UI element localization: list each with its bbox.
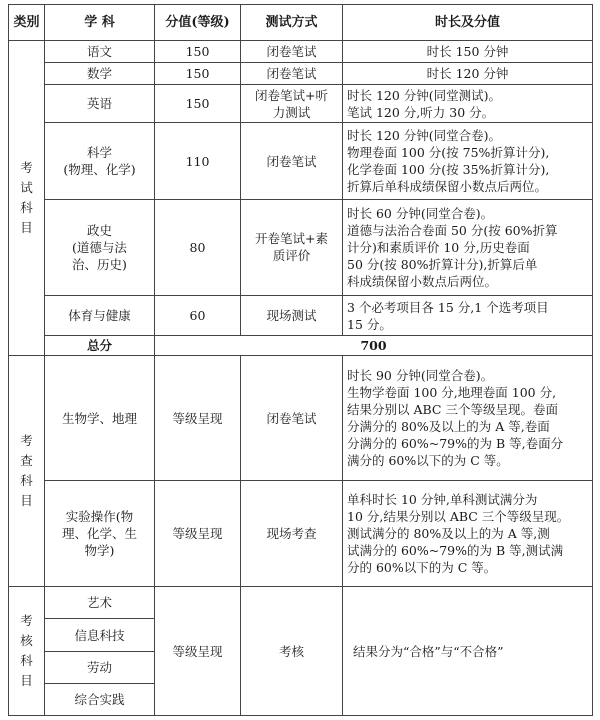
subject-line: 治、历史) [72, 256, 127, 272]
table-header-row [9, 5, 593, 41]
subject-cell [45, 480, 155, 586]
method-cell: 闭卷笔试 [241, 356, 343, 481]
duration-line: 物理卷面 100 分(按 75%折算计分), [347, 145, 550, 161]
subject-cell: 综合实践 [45, 683, 155, 715]
table-row [9, 85, 593, 123]
subject-line: (物理、化学) [63, 162, 136, 178]
method-cell: 闭卷笔试 [241, 123, 343, 199]
duration-line: 时长 120 分钟(同堂测试)。 [347, 87, 502, 103]
header-method: 测试方式 [241, 5, 343, 41]
duration-line: 测试满分的 80%及以上的为 A 等,测 [347, 526, 550, 542]
score-cell: 等级呈现 [155, 587, 241, 716]
category-assess [9, 587, 45, 716]
duration-line: 计分)和素质评价 10 分,历史卷面 [347, 239, 530, 255]
subject-cell: 语文 [45, 41, 155, 63]
duration-line: 时长 90 分钟(同堂合卷)。 [347, 368, 494, 384]
subject-line: 科学 [86, 145, 112, 161]
score-cell: 150 [155, 41, 241, 63]
category-check [9, 356, 45, 587]
table-row [9, 480, 593, 586]
score-cell: 150 [155, 63, 241, 85]
duration-line: 道德与法治合卷面 50 分(按 60%折算 [347, 222, 558, 238]
subject-line: 政史 [86, 222, 112, 238]
score-cell: 110 [155, 123, 241, 199]
duration-cell [343, 480, 593, 586]
table-row [9, 41, 593, 63]
method-line: 质评价 [272, 248, 311, 264]
duration-line: 10 分,结果分别以 ABC 三个等级呈现。 [347, 509, 570, 525]
duration-cell [343, 199, 593, 295]
method-cell [241, 199, 343, 295]
exam-subjects-table [8, 4, 593, 716]
duration-cell [343, 123, 593, 199]
duration-line: 时长 120 分钟(同堂合卷)。 [347, 128, 502, 144]
method-line: 开卷笔试+素 [255, 231, 328, 247]
category-exam-label: 考试科目 [20, 160, 33, 236]
duration-line: 3 个必考项目各 15 分,1 个选考项目 [347, 299, 549, 315]
category-assess-label: 考核科目 [20, 613, 33, 689]
method-cell [241, 85, 343, 123]
subject-cell: 艺术 [45, 587, 155, 619]
category-check-label: 考查科目 [20, 433, 33, 509]
duration-line: 笔试 120 分,听力 30 分。 [347, 104, 495, 120]
table-row [9, 199, 593, 295]
method-cell: 闭卷笔试 [241, 41, 343, 63]
duration-line: 50 分(按 80%折算计分),折算后单 [347, 256, 538, 272]
subject-cell: 信息科技 [45, 619, 155, 651]
method-line: 闭卷笔试+听 [255, 87, 328, 103]
duration-cell: 时长 150 分钟 [343, 41, 593, 63]
score-cell: 等级呈现 [155, 480, 241, 586]
duration-line: 时长 60 分钟(同堂合卷)。 [347, 205, 494, 221]
category-exam [9, 41, 45, 356]
subject-line: 理、化学、生 [61, 526, 137, 542]
duration-line: 分满分的 60%~79%的为 B 等,卷面分 [347, 436, 564, 452]
table-row [9, 356, 593, 481]
total-label: 总分 [45, 336, 155, 356]
total-row [9, 336, 593, 356]
duration-cell [343, 356, 593, 481]
subject-cell: 劳动 [45, 651, 155, 683]
method-cell: 闭卷笔试 [241, 63, 343, 85]
duration-line: 折算后单科成绩保留小数点后两位。 [347, 179, 548, 195]
total-value: 700 [155, 336, 593, 356]
subject-line: 实验操作(物 [65, 509, 134, 525]
score-cell: 150 [155, 85, 241, 123]
header-category: 类别 [9, 5, 45, 41]
subject-cell: 生物学、地理 [45, 356, 155, 481]
subject-cell [45, 123, 155, 199]
method-cell: 考核 [241, 587, 343, 716]
duration-cell [343, 296, 593, 336]
duration-line: 科成绩保留小数点后两位。 [347, 273, 498, 289]
duration-cell: 结果分为“合格”与“不合格” [343, 587, 593, 716]
subject-cell: 数学 [45, 63, 155, 85]
method-cell: 现场考查 [241, 480, 343, 586]
score-cell: 60 [155, 296, 241, 336]
table-row [9, 123, 593, 199]
header-score: 分值(等级) [155, 5, 241, 41]
method-line: 力测试 [272, 104, 311, 120]
duration-line: 试满分的 60%~79%的为 B 等,测试满 [347, 543, 564, 559]
duration-line: 分满分的 80%及以上的为 A 等,卷面 [347, 419, 550, 435]
header-duration: 时长及分值 [343, 5, 593, 41]
duration-line: 结果分别以 ABC 三个等级呈现。卷面 [347, 402, 558, 418]
duration-cell: 时长 120 分钟 [343, 63, 593, 85]
table-row [9, 63, 593, 85]
duration-line: 分的 60%以下的为 C 等。 [347, 560, 497, 576]
subject-cell: 英语 [45, 85, 155, 123]
subject-line: 物学) [84, 543, 115, 559]
subject-line: (道德与法 [72, 239, 127, 255]
duration-line: 15 分。 [347, 316, 392, 332]
table-row [9, 587, 593, 619]
table-row [9, 296, 593, 336]
score-cell: 等级呈现 [155, 356, 241, 481]
duration-cell [343, 85, 593, 123]
method-cell: 现场测试 [241, 296, 343, 336]
duration-line: 化学卷面 100 分(按 35%折算计分), [347, 162, 550, 178]
duration-line: 满分的 60%以下的为 C 等。 [347, 453, 509, 469]
duration-line: 生物学卷面 100 分,地理卷面 100 分, [347, 385, 557, 401]
header-subject: 学 科 [45, 5, 155, 41]
subject-cell: 体育与健康 [45, 296, 155, 336]
subject-cell [45, 199, 155, 295]
score-cell: 80 [155, 199, 241, 295]
duration-line: 单科时长 10 分钟,单科测试满分为 [347, 492, 538, 508]
